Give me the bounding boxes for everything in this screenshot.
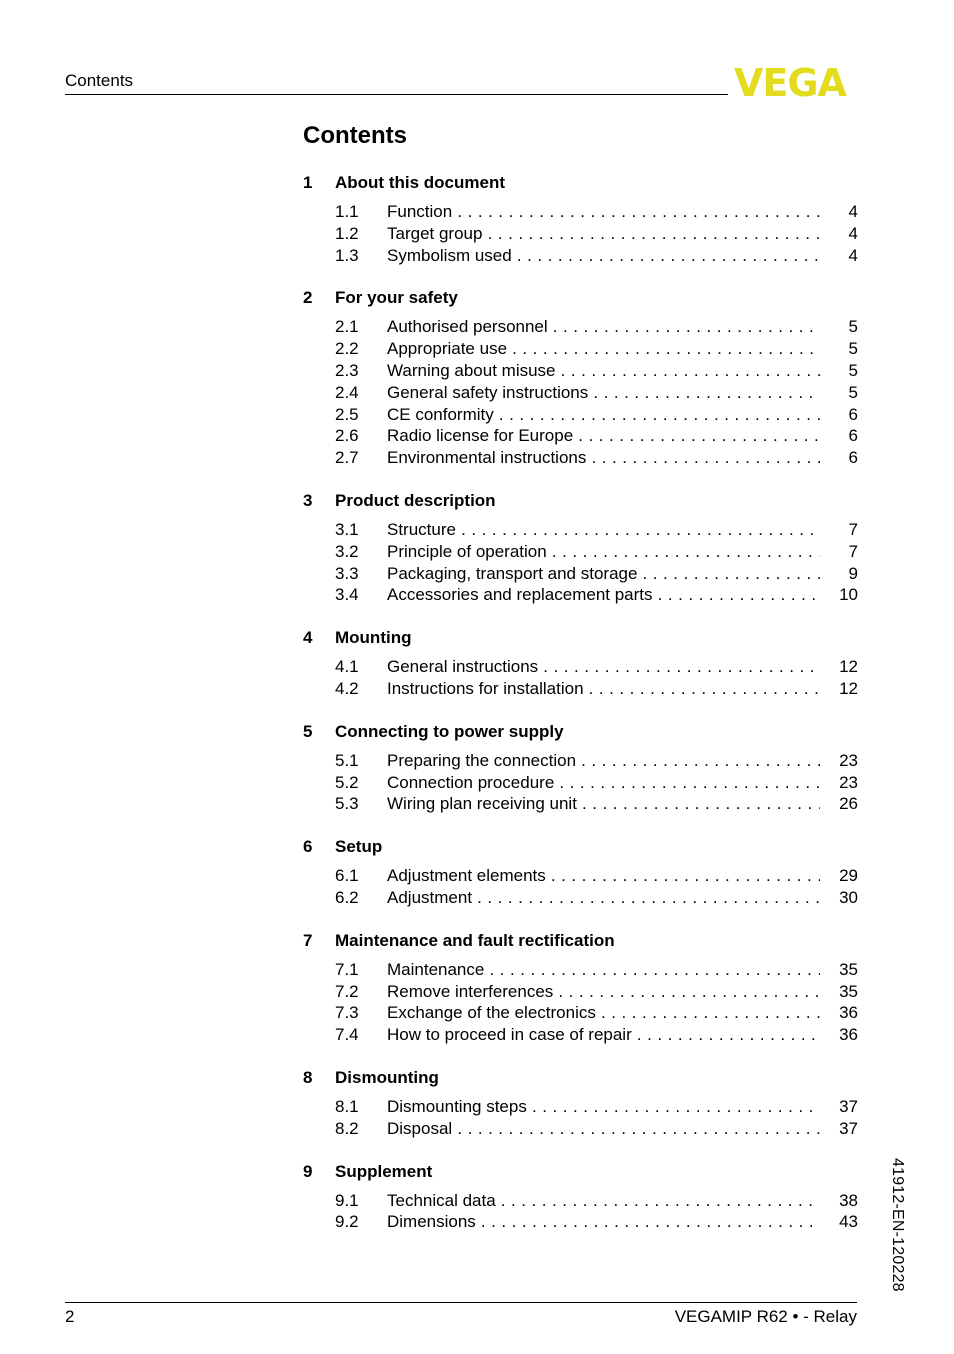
toc-entry[interactable]: [303, 382, 858, 404]
toc-entry[interactable]: [303, 563, 858, 585]
header-rule: [65, 94, 728, 95]
page-title: Contents: [303, 122, 407, 149]
entry-number: 2.6: [335, 426, 359, 446]
toc-entry[interactable]: [303, 1002, 858, 1024]
toc-section-heading[interactable]: [303, 490, 858, 512]
entry-number: 4.1: [335, 657, 359, 677]
entry-title: Target group . . .: [387, 223, 820, 245]
entry-page: 4: [848, 245, 858, 265]
entry-title: Adjustment elements . . .: [387, 865, 820, 887]
section-number: 5: [303, 721, 313, 741]
entry-title: Appropriate use . . .: [387, 338, 820, 360]
toc-entry[interactable]: [303, 1096, 858, 1118]
entry-page: 38: [839, 1190, 858, 1210]
entry-title: Adjustment . . .: [387, 887, 820, 909]
toc-entry[interactable]: [303, 793, 858, 815]
toc-section: [303, 1067, 858, 1140]
toc-entry[interactable]: [303, 541, 858, 563]
section-title: Connecting to power supply: [335, 721, 564, 741]
entry-page: 5: [848, 382, 858, 402]
entry-page: 23: [839, 772, 858, 792]
toc-section-heading[interactable]: [303, 172, 858, 194]
entry-number: 1.2: [335, 223, 359, 243]
entry-page: 5: [848, 317, 858, 337]
table-of-contents: [303, 172, 858, 1254]
section-number: 4: [303, 628, 313, 648]
vega-logo-text: VEGA: [734, 64, 846, 98]
entry-page: 36: [839, 1025, 858, 1045]
header-label: Contents: [65, 71, 134, 90]
entry-number: 5.2: [335, 772, 359, 792]
entry-number: 9.1: [335, 1190, 359, 1210]
footer-product-name: VEGAMIP R62 • - Relay: [674, 1307, 857, 1326]
entry-title: General instructions . . .: [387, 656, 820, 678]
toc-section: [303, 721, 858, 815]
entry-page: 4: [848, 223, 858, 243]
entry-page: 43: [839, 1212, 858, 1232]
entry-page: 10: [839, 585, 858, 605]
entry-number: 6.2: [335, 887, 359, 907]
entry-title: Packaging, transport and storage . . .: [387, 563, 820, 585]
entry-number: 8.1: [335, 1096, 359, 1116]
entry-title: Maintenance . . .: [387, 959, 820, 981]
footer-page-number: 2: [65, 1307, 75, 1326]
entry-title: General safety instructions . . .: [387, 382, 820, 404]
toc-section: [303, 1161, 858, 1234]
section-number: 2: [303, 288, 313, 308]
toc-section: [303, 836, 858, 909]
toc-entry[interactable]: [303, 584, 858, 606]
vega-logo: [734, 64, 858, 98]
entry-number: 7.1: [335, 959, 359, 979]
entry-title: Instructions for installation . . .: [387, 678, 820, 700]
section-title: About this document: [335, 173, 505, 192]
entry-title: Principle of operation . . .: [387, 541, 820, 563]
entry-number: 5.3: [335, 794, 359, 814]
entry-title: How to proceed in case of repair . . .: [387, 1024, 820, 1046]
entry-title: Connection procedure . . .: [387, 772, 820, 794]
entry-number: 3.3: [335, 563, 359, 583]
entry-title: Exchange of the electronics . . .: [387, 1002, 820, 1024]
entry-page: 36: [839, 1003, 858, 1023]
entry-number: 2.4: [335, 382, 359, 402]
entry-page: 7: [848, 541, 858, 561]
toc-section-heading[interactable]: [303, 1067, 858, 1089]
toc-entry[interactable]: [303, 404, 858, 426]
toc-entry[interactable]: [303, 678, 858, 700]
toc-entry[interactable]: [303, 447, 858, 469]
toc-section-heading[interactable]: [303, 930, 858, 952]
section-title: Setup: [335, 837, 383, 857]
toc-entry[interactable]: [303, 316, 858, 338]
toc-section-heading[interactable]: [303, 721, 858, 743]
entry-title: Function . . .: [387, 201, 820, 223]
toc-entry[interactable]: [303, 865, 858, 887]
toc-entry[interactable]: [303, 519, 858, 541]
toc-entry[interactable]: [303, 425, 858, 447]
entry-title: Dimensions . . .: [387, 1211, 820, 1233]
footer-rule: [65, 1302, 857, 1303]
entry-page: 6: [848, 426, 858, 446]
entry-page: 4: [848, 202, 858, 221]
section-number: 3: [303, 490, 313, 510]
entry-title: Remove interferences . . .: [387, 981, 820, 1003]
entry-title: Environmental instructions . . .: [387, 447, 820, 469]
entry-title: Technical data . . .: [387, 1190, 820, 1212]
entry-page: 9: [848, 563, 858, 583]
entry-number: 1.1: [335, 202, 359, 221]
entry-page: 6: [848, 448, 858, 468]
entry-number: 6.1: [335, 866, 359, 886]
entry-page: 5: [848, 339, 858, 359]
toc-entry[interactable]: [303, 1118, 858, 1140]
toc-section: [303, 490, 858, 606]
entry-title: Preparing the connection . . .: [387, 750, 820, 772]
toc-section-heading[interactable]: [303, 836, 858, 858]
entry-number: 5.1: [335, 750, 359, 770]
entry-page: 5: [848, 360, 858, 380]
section-number: 6: [303, 837, 313, 857]
entry-number: 1.3: [335, 245, 359, 265]
entry-number: 2.1: [335, 317, 359, 337]
entry-number: 2.7: [335, 448, 359, 468]
entry-title: Wiring plan receiving unit . . .: [387, 793, 820, 815]
section-title: Product description: [335, 490, 496, 510]
toc-section-heading[interactable]: [303, 627, 858, 649]
entry-page: 12: [839, 657, 858, 677]
entry-title: Accessories and replacement parts . . .: [387, 584, 820, 606]
toc-section: [303, 287, 858, 469]
toc-entry[interactable]: [303, 981, 858, 1003]
section-title: For your safety: [335, 288, 458, 308]
entry-title: CE conformity . . .: [387, 404, 820, 426]
entry-number: 2.3: [335, 360, 359, 380]
toc-entry[interactable]: [303, 1211, 858, 1233]
toc-section-heading[interactable]: [303, 1161, 858, 1183]
entry-number: 7.2: [335, 981, 359, 1001]
entry-page: 35: [839, 981, 858, 1001]
toc-entry[interactable]: [303, 245, 858, 267]
toc-entry[interactable]: [303, 750, 858, 772]
entry-page: 12: [839, 678, 858, 698]
toc-section: [303, 172, 858, 266]
entry-page: 7: [848, 519, 858, 539]
entry-number: 3.1: [335, 519, 359, 539]
entry-title: Symbolism used . . .: [387, 245, 820, 267]
entry-page: 23: [839, 750, 858, 770]
section-title: Supplement: [335, 1161, 433, 1181]
entry-page: 37: [839, 1096, 858, 1116]
entry-number: 7.4: [335, 1025, 359, 1045]
toc-entry[interactable]: [303, 1190, 858, 1212]
toc-entry[interactable]: [303, 201, 858, 223]
entry-number: 2.5: [335, 404, 359, 424]
entry-title: Disposal . . .: [387, 1118, 820, 1140]
entry-number: 7.3: [335, 1003, 359, 1023]
entry-page: 30: [839, 887, 858, 907]
entry-page: 37: [839, 1118, 858, 1138]
entry-page: 6: [848, 404, 858, 424]
section-title: Dismounting: [335, 1067, 439, 1087]
section-title: Mounting: [335, 628, 412, 648]
toc-section-heading[interactable]: [303, 287, 858, 309]
entry-number: 4.2: [335, 678, 359, 698]
document-id: 41912-EN-120228: [889, 1158, 906, 1292]
toc-entry[interactable]: [303, 887, 858, 909]
entry-number: 2.2: [335, 339, 359, 359]
entry-number: 3.4: [335, 585, 359, 605]
entry-number: 3.2: [335, 541, 359, 561]
entry-title: Authorised personnel . . .: [387, 316, 820, 338]
section-number: 7: [303, 930, 313, 950]
entry-page: 26: [839, 794, 858, 814]
toc-section: [303, 627, 858, 700]
toc-entry[interactable]: [303, 1024, 858, 1046]
entry-number: 9.2: [335, 1212, 359, 1232]
toc-entry[interactable]: [303, 223, 858, 245]
section-number: 1: [303, 173, 313, 192]
toc-entry[interactable]: [303, 656, 858, 678]
entry-number: 8.2: [335, 1118, 359, 1138]
section-number: 8: [303, 1067, 313, 1087]
entry-title: Radio license for Europe . . .: [387, 425, 820, 447]
entry-title: Dismounting steps . . .: [387, 1096, 820, 1118]
toc-entry[interactable]: [303, 360, 858, 382]
toc-section: [303, 930, 858, 1046]
entry-title: Structure . . .: [387, 519, 820, 541]
section-number: 9: [303, 1161, 313, 1181]
entry-page: 29: [839, 866, 858, 886]
toc-entry[interactable]: [303, 772, 858, 794]
entry-title: Warning about misuse . . .: [387, 360, 820, 382]
toc-entry[interactable]: [303, 959, 858, 981]
toc-entry[interactable]: [303, 338, 858, 360]
entry-page: 35: [839, 959, 858, 979]
section-title: Maintenance and fault rectification: [335, 930, 615, 950]
